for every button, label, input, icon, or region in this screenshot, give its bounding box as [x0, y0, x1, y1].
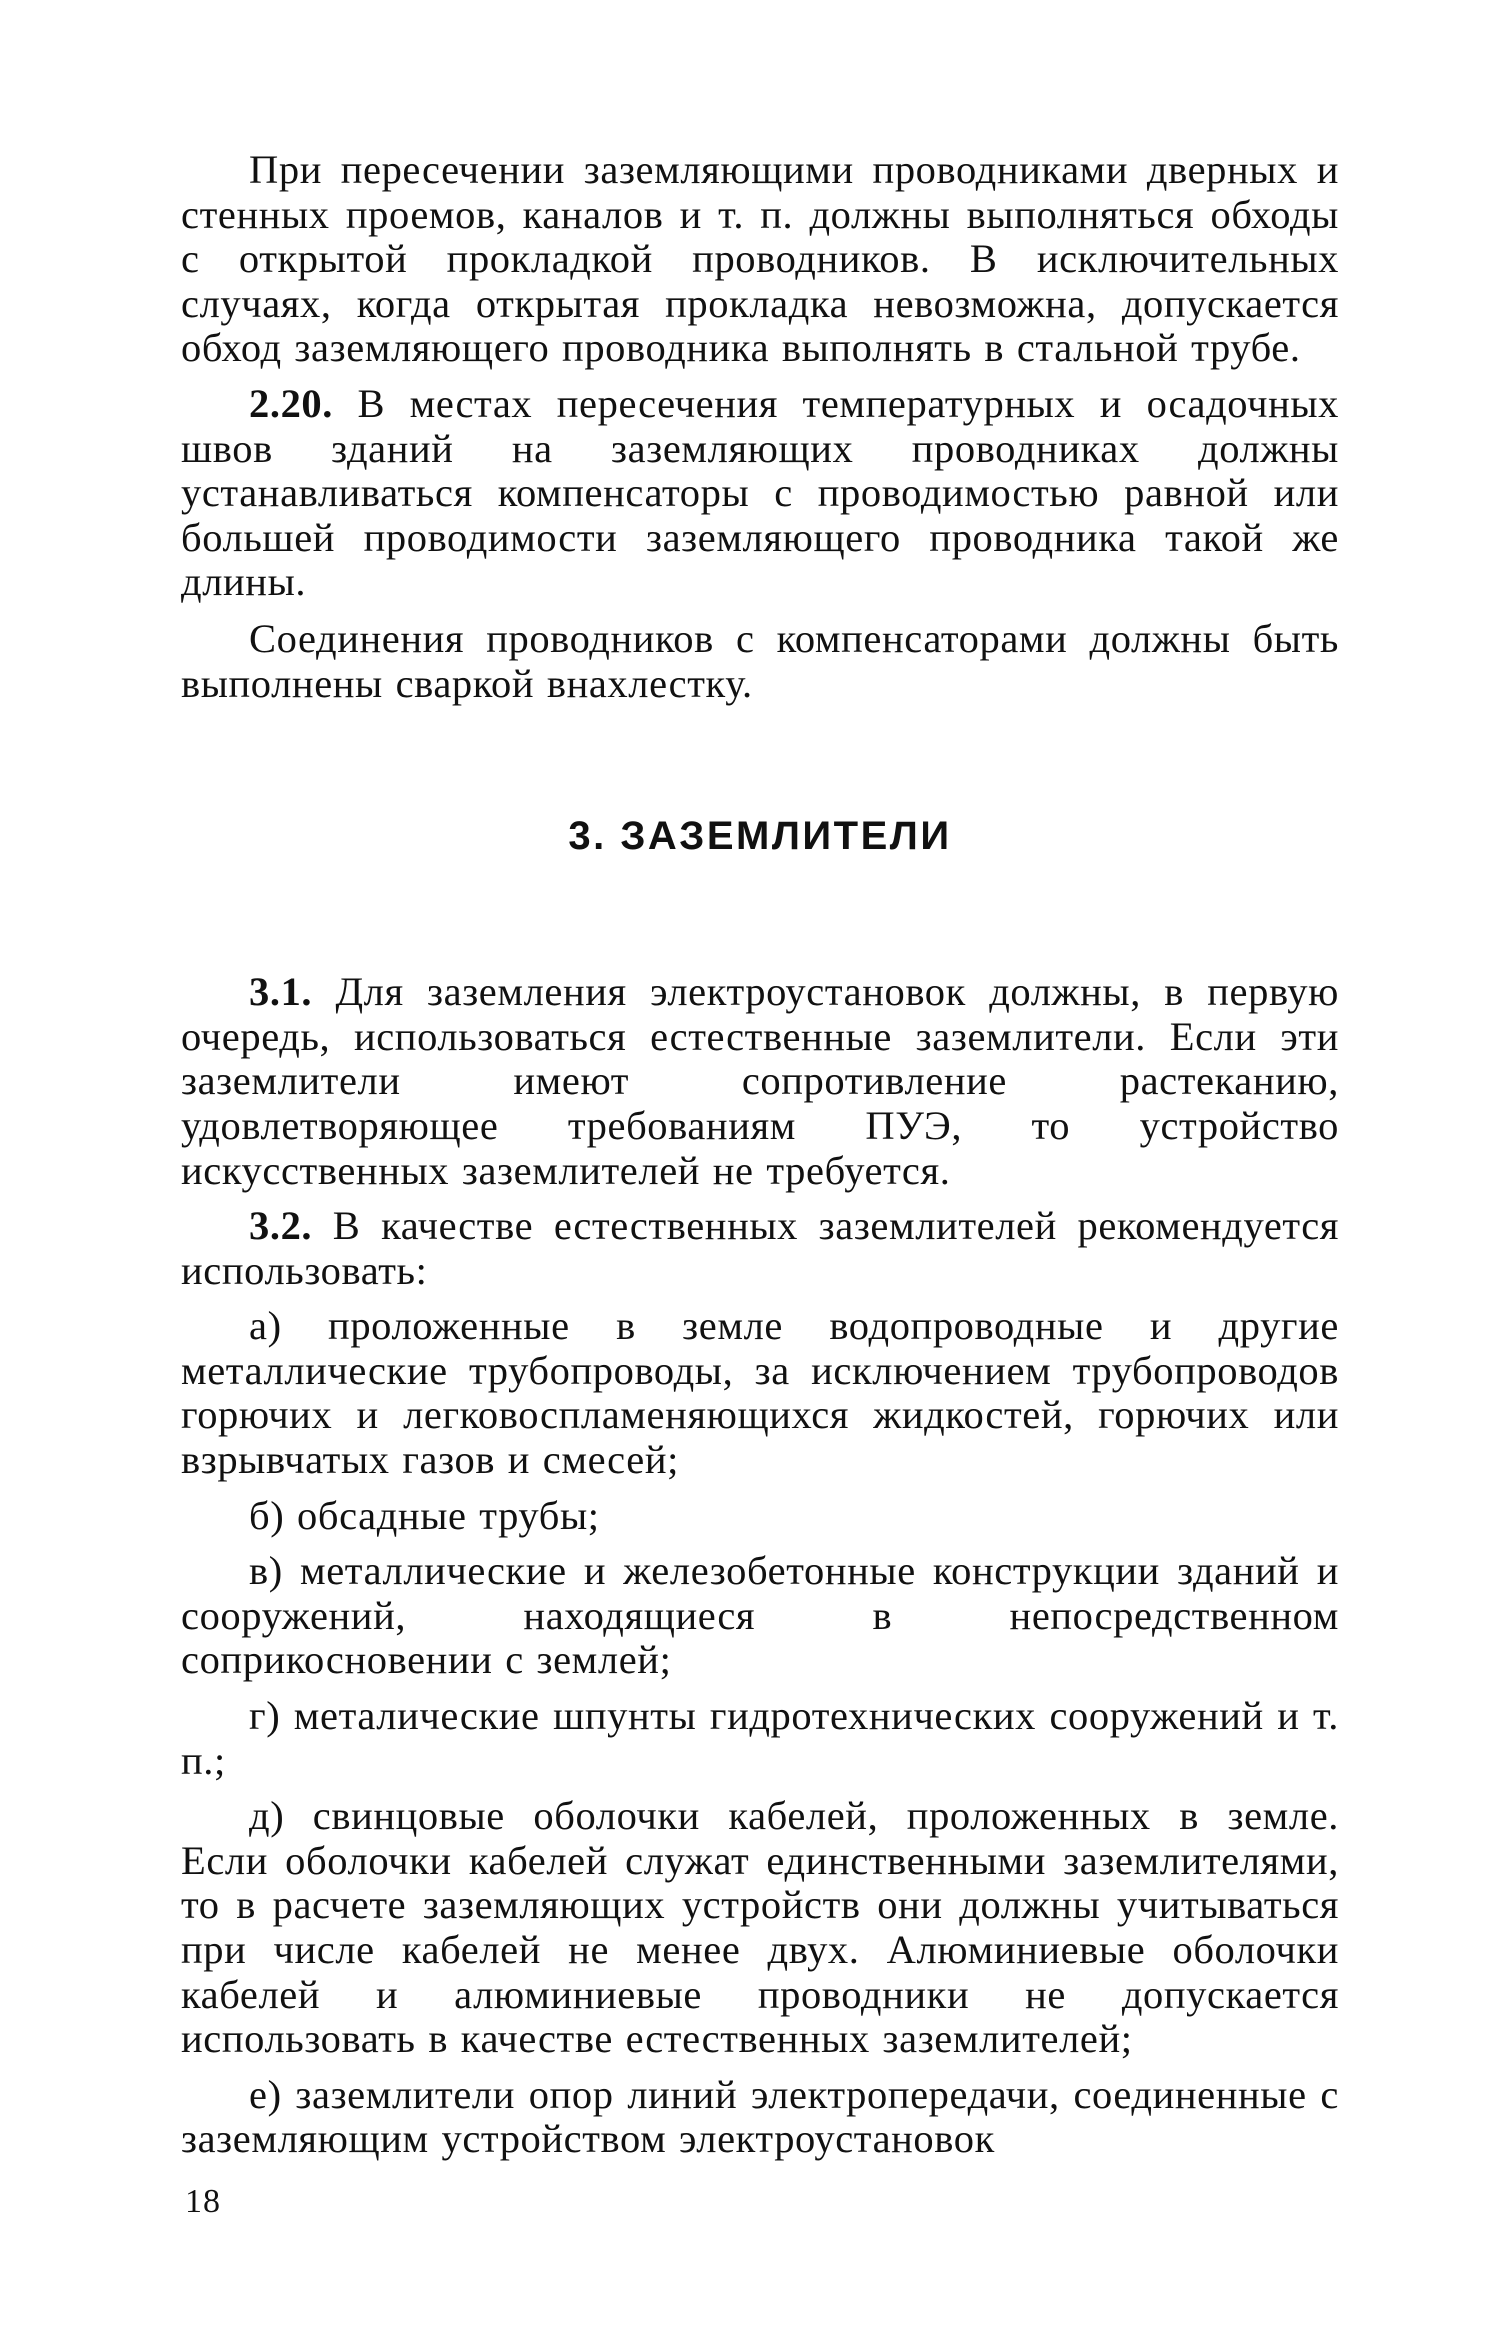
paragraph-compensator-connections: Соединения проводников с компенсаторами должны быть выполнены сваркой внахлестку.: [181, 615, 1339, 706]
clause-3-2-number: 3.2.: [249, 1203, 313, 1249]
list-item-v: в) металлические и железобетонные конструкции зданий и сооружений, находящиеся в непосредственном соприкосновении с землей;: [181, 1548, 1339, 1683]
clause-2-20: [181, 382, 1339, 605]
list-item-a: а) проложенные в земле водопроводные и другие металлические трубопроводы, за исключением трубопроводов горючих и легковоспламеняющихся жидкостей, горючих или взрывчатых газов и смесей;: [181, 1303, 1339, 1483]
paragraph-crossing-openings: При пересечении заземляющими проводниками дверных и стенных проемов, каналов и т. п. должны выполняться обходы с открытой прокладкой проводников. В исключительных случаях, когда открытая прокладка невозможна, допускается обход заземляющего проводника выполнять в стальной трубе.: [181, 147, 1339, 371]
list-item-g: г) металические шпунты гидротехнических сооружений и т. п.;: [181, 1693, 1339, 1783]
clause-3-1-number: 3.1.: [249, 969, 313, 1015]
clause-3-2-text: В качестве естественных заземлителей рекомендуется использовать:: [181, 1203, 1339, 1293]
clause-3-2: [181, 1204, 1339, 1293]
section-title: 3. ЗАЗЕМЛИТЕЛИ: [568, 814, 952, 859]
page-body: [181, 148, 1339, 2162]
page-number: 18: [185, 2183, 221, 2220]
list-item-b: б) обсадные трубы;: [249, 1492, 600, 1538]
clause-2-20-text: В местах пересечения температурных и осадочных швов зданий на заземляющих проводниках должны устанавливаться компенсаторы с проводимостью равной или большей проводимости заземляющего проводника такой же длины.: [181, 380, 1339, 605]
list-item-e: е) заземлители опор линий электропередачи, соединенные с заземляющим устройством электроустановок: [181, 2071, 1339, 2162]
clause-2-20-number: 2.20.: [249, 380, 333, 426]
list-item-d: д) свинцовые оболочки кабелей, проложенных в земле. Если оболочки кабелей служат единственными заземлителями, то в расчете заземляющих устройств они должны учитываться при числе кабелей не менее двух. Алюминиевые оболочки кабелей и алюминиевые проводники не допускается использовать в качестве естественных заземлителей;: [181, 1793, 1339, 2062]
clause-3-1-text: Для заземления электроустановок должны, в первую очередь, использоваться естественные заземлители. Если эти заземлители имеют сопротивление растеканию, удовлетворяющее требованиям ПУЭ, то устройство искусственных заземлителей не требуется.: [181, 969, 1339, 1193]
clause-3-1: [181, 970, 1339, 1193]
